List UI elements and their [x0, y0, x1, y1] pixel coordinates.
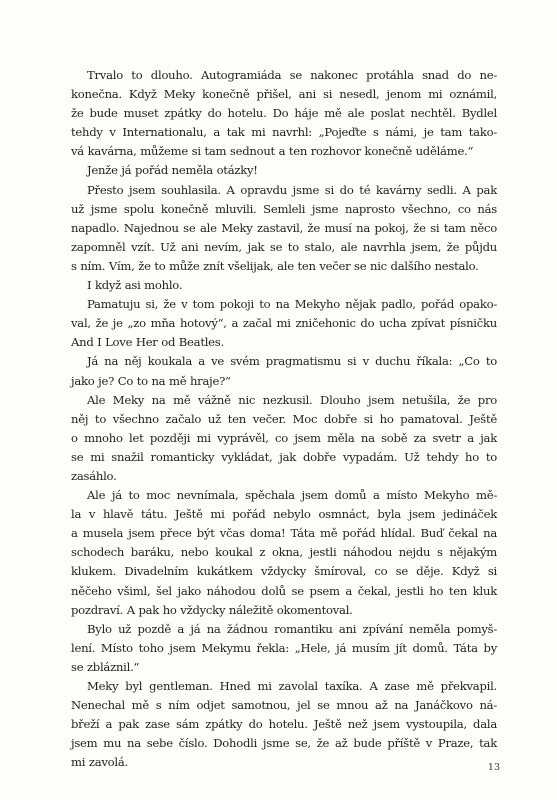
text-line: něčeho všiml, šel jako náhodou dolů se psem a čekal, jestli ho ten kluk: [71, 583, 497, 598]
text-line: a musela jsem přece být včas doma! Táta mě pořád hlídal. Buď čekal na: [71, 526, 497, 541]
page-number: 13: [487, 762, 500, 773]
text-line: Pamatuju si, že v tom pokoji to na Mekyho nějak padlo, pořád opako-: [87, 297, 497, 312]
text-line: vá kavárna, můžeme si tam sednout a ten rozhovor konečně uděláme.“: [71, 144, 474, 159]
paragraph: [71, 295, 497, 352]
text-line: klukem. Divadelním kukátkem vždycky šmíroval, co se děje. Když si: [71, 564, 497, 579]
text-line: se zbláznil.“: [71, 659, 140, 674]
text-line: schodech baráku, nebo koukal z okna, jestli náhodou nejdu s nějakým: [71, 545, 497, 560]
text-line: něj to všechno začalo už ten večer. Moc dobře si ho pamatoval. Ještě: [71, 411, 497, 426]
paragraph: [71, 677, 497, 772]
text-line: s ním. Vím, že to může znít všelijak, ale ten večer se nic dalšího nestalo.: [71, 258, 479, 273]
paragraph: [71, 391, 497, 486]
text-line: I když asi mohlo.: [87, 278, 183, 293]
text-line: pozdraví. A pak ho vždycky náležitě okomentoval.: [71, 602, 353, 617]
text-line: o mnoho let později mi vyprávěl, co jsem měla na sobě za svetr a jak: [71, 430, 497, 445]
text-line: napadlo. Najednou se ale Meky zastavil, že musí na pokoj, že si tam něco: [71, 220, 497, 235]
paragraph: [71, 486, 497, 620]
text-line: Já na něj koukala a ve svém pragmatismu si v duchu říkala: „Co to: [87, 354, 497, 369]
paragraph: [71, 66, 497, 161]
text-line: la v hlavě tátu. Ještě mi pořád nebylo osmnáct, byla jsem jedináček: [71, 507, 497, 522]
text-line: mi zavolá.: [71, 755, 128, 770]
paragraph: [71, 620, 497, 677]
text-line: břeží a pak zase sám zpátky do hotelu. Ještě než jsem vystoupila, dala: [71, 717, 497, 732]
text-line: už jsme spolu konečně mluvili. Semleli jsme naprosto všechno, co nás: [71, 201, 497, 216]
paragraph: [71, 352, 497, 390]
text-line: Jenže já pořád neměla otázky!: [87, 163, 258, 178]
text-line: Ale já to moc nevnímala, spěchala jsem domů a místo Mekyho mě-: [87, 488, 497, 503]
text-line: se mi snažil romanticky vykládat, jak dobře vypadám. Už tehdy ho to: [71, 449, 497, 464]
text-line: Bylo už pozdě a já na žádnou romantiku ani zpívání neměla pomyš-: [87, 621, 497, 636]
text-line: Ale Meky na mě vážně nic nezkusil. Dlouho jsem netušila, že pro: [87, 392, 497, 407]
paragraph: [71, 181, 497, 276]
text-line: tehdy v Internationalu, a tak mi navrhl: „Pojeďte s námi, je tam tako-: [71, 125, 497, 140]
text-line: Přesto jsem souhlasila. A opravdu jsme si do té kavárny sedli. A pak: [87, 182, 497, 197]
text-line: Nenechal mě s ním odjet samotnou, jel se mnou až na Janáčkovo ná-: [71, 698, 497, 713]
text-line: zapomněl vzít. Už ani nevím, jak se to stalo, ale navrhla jsem, že půjdu: [71, 239, 497, 254]
text-line: zasáhlo.: [71, 468, 117, 483]
text-line: And I Love Her od Beatles.: [71, 335, 224, 350]
paragraph: [71, 276, 497, 295]
text-line: konečna. Když Meky konečně přišel, ani si nesedl, jenom mi oznámil,: [71, 87, 497, 102]
text-line: Meky byl gentleman. Hned mi zavolal taxíka. A zase mě překvapil.: [87, 679, 497, 693]
paragraph: [71, 161, 497, 180]
body-text: [71, 66, 497, 772]
text-line: že bude muset zpátky do hotelu. Do háje mě ale poslat nechtěl. Bydlel: [71, 106, 497, 121]
text-line: jako je? Co to na mě hraje?“: [71, 373, 231, 388]
text-line: jsem mu na sebe číslo. Dohodli jsme se, že až bude příště v Praze, tak: [71, 736, 497, 751]
text-line: val, že je „zo mňa hotový“, a začal mi zničehonic do ucha zpívat písničku: [71, 316, 497, 331]
text-line: lení. Místo toho jsem Mekymu řekla: „Hele, já musím jít domů. Táta by: [71, 640, 497, 655]
text-line: Trvalo to dlouho. Autogramiáda se nakonec protáhla snad do ne-: [87, 68, 497, 82]
